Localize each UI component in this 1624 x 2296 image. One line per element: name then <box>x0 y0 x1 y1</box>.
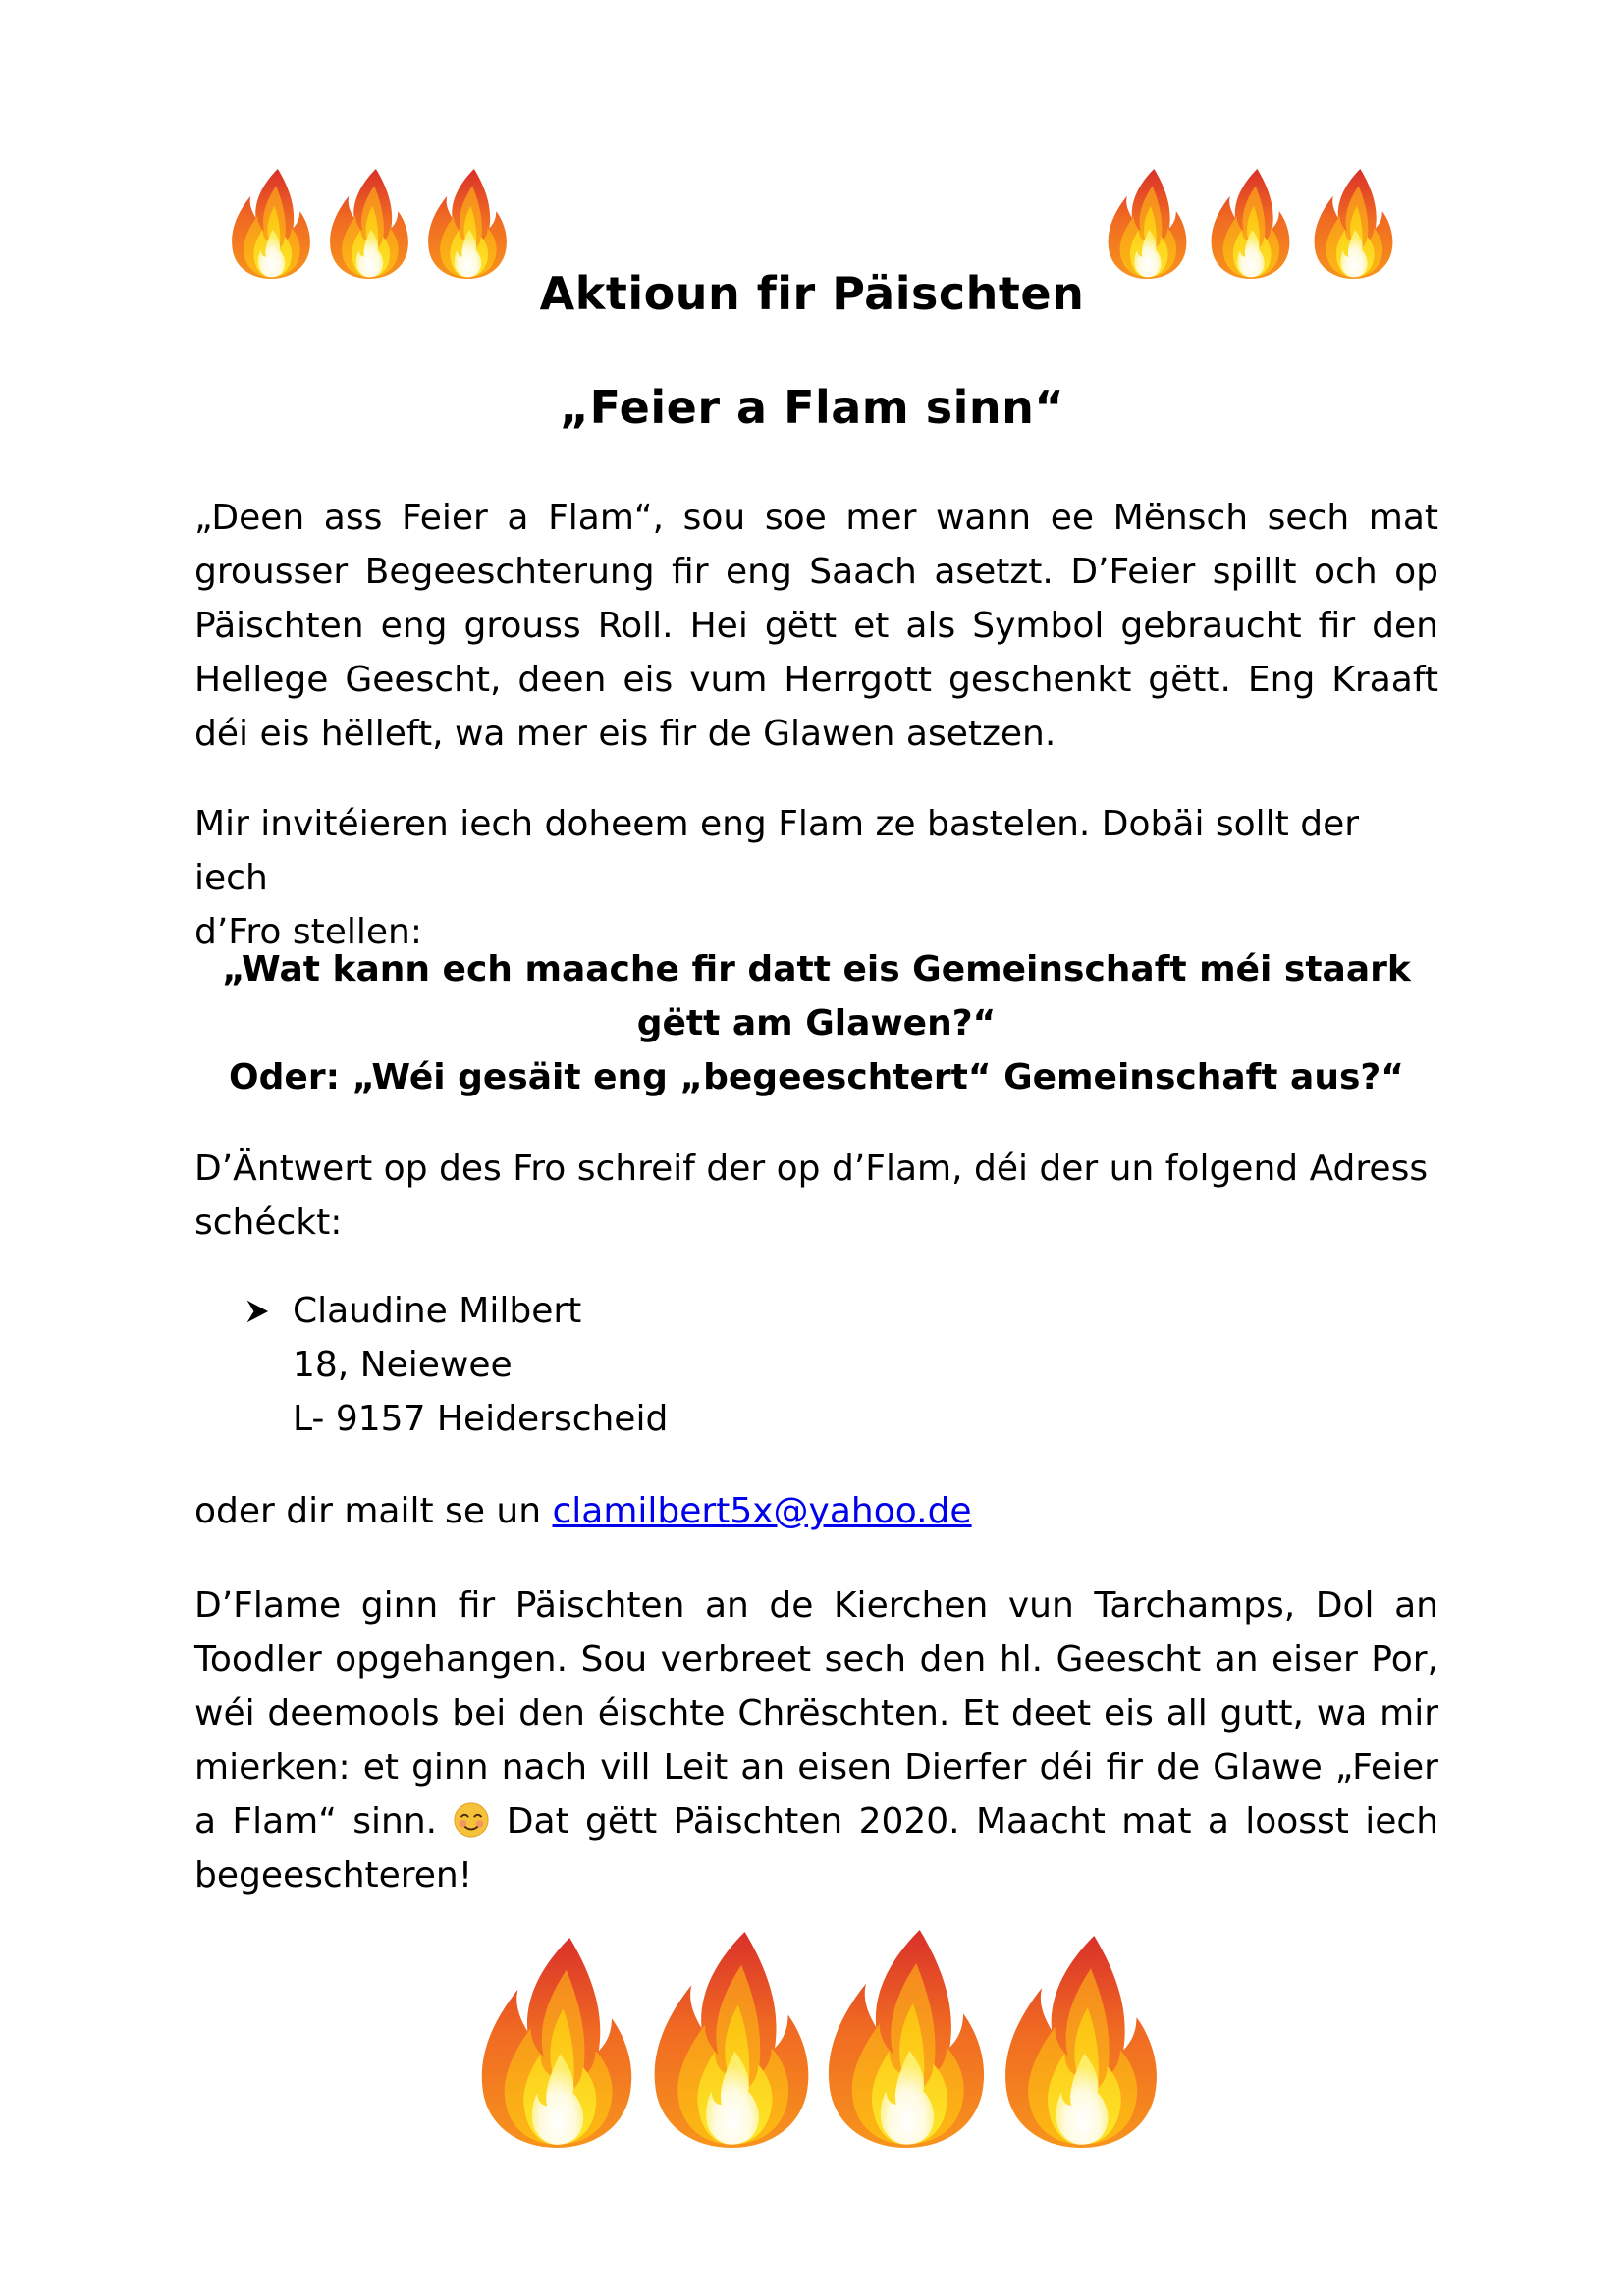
text-line: mierken: et ginn nach vill Leit an eisen Dierfer déi fir de Glawe „Feier <box>194 1747 1438 1788</box>
closing-paragraph <box>194 1578 1438 1902</box>
flame-icon <box>644 1932 819 2148</box>
arrowhead-bullet-icon <box>245 1300 269 1323</box>
question-line: gëtt am Glawen?“ <box>636 1003 997 1043</box>
flame-icon <box>819 1930 994 2148</box>
text-line: déi eis hëlleft, wa mer eis fir de Glawen asetzen. <box>194 714 1056 754</box>
flame-icon <box>1096 169 1199 279</box>
flame-icon <box>320 169 418 279</box>
address-block <box>245 1284 668 1446</box>
address-name: Claudine Milbert <box>293 1291 582 1331</box>
answer-paragraph <box>194 1142 1438 1250</box>
intro-paragraph <box>194 491 1438 761</box>
question-block <box>194 942 1438 1104</box>
top-left-flames <box>222 169 516 279</box>
text-line: schéckt: <box>194 1202 343 1243</box>
text-line: Päischten eng grouss Roll. Hei gëtt et als Symbol gebraucht fir den <box>194 606 1438 646</box>
question-line: „Wat kann ech maache fir datt eis Gemeinschaft méi staark <box>222 949 1411 989</box>
text-segment: Dat gëtt Päischten 2020. Maacht mat a loosst iech <box>506 1801 1439 1842</box>
text-line-with-emoji <box>194 1794 1438 1848</box>
flame-icon <box>1302 169 1405 279</box>
text-line: begeeschteren! <box>194 1855 473 1896</box>
text-line: Hellege Geescht, deen eis vum Herrgott geschenkt gëtt. Eng Kraaft <box>194 660 1438 700</box>
flame-icon <box>469 1938 644 2148</box>
text-line: D’Äntwert op des Fro schreif der op d’Flam, déi der un folgend Adress <box>194 1148 1429 1189</box>
smiling-face-icon <box>453 1801 490 1839</box>
email-line <box>194 1484 1438 1538</box>
text-line: grousser Begeeschterung fir eng Saach asetzt. D’Feier spillt och op <box>194 552 1438 592</box>
invitation-paragraph <box>194 797 1438 959</box>
email-prefix: oder dir mailt se un <box>194 1491 553 1531</box>
email-link[interactable]: clamilbert5x@yahoo.de <box>552 1491 972 1531</box>
question-line: Oder: „Wéi gesäit eng „begeeschtert“ Gemeinschaft aus?“ <box>229 1057 1404 1097</box>
top-right-flames <box>1096 169 1405 279</box>
text-line: Toodler opgehangen. Sou verbreet sech den hl. Geescht an eiser Por, <box>194 1639 1438 1680</box>
flame-icon <box>222 169 320 279</box>
text-line: D’Flame ginn fir Päischten an de Kierchen vun Tarchamps, Dol an <box>194 1585 1438 1626</box>
page-title: Aktioun fir Päischten <box>539 267 1085 320</box>
text-line: d’Fro stellen: <box>194 912 422 952</box>
text-line: wéi deemools bei den éischte Chrëschten. Et deet eis all gutt, wa mir <box>194 1693 1438 1734</box>
address-street: 18, Neiewee <box>293 1345 513 1385</box>
bottom-flames <box>469 1930 1168 2148</box>
flame-icon <box>1199 169 1302 279</box>
text-line: „Deen ass Feier a Flam“, sou soe mer wann ee Mënsch sech mat <box>194 498 1438 538</box>
page-subtitle: „Feier a Flam sinn“ <box>559 381 1065 434</box>
flame-icon <box>994 1936 1168 2148</box>
flame-icon <box>418 169 516 279</box>
text-segment: a Flam“ sinn. <box>194 1801 454 1842</box>
text-line: Mir invitéieren iech doheem eng Flam ze bastelen. Dobäi sollt der iech <box>194 804 1360 898</box>
address-city: L- 9157 Heiderscheid <box>293 1399 669 1439</box>
